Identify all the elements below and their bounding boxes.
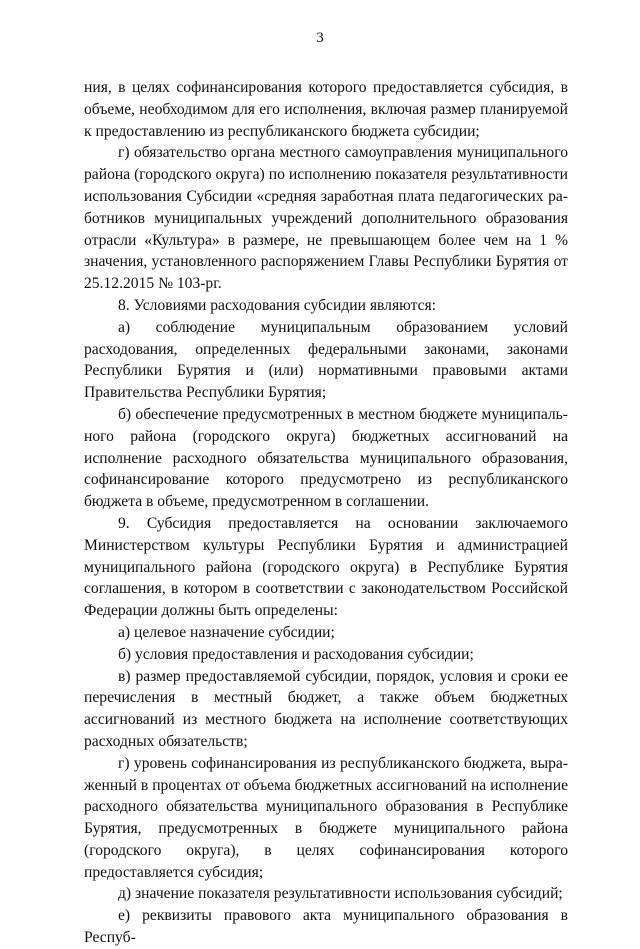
paragraph-clause-9-v: в) размер предоставляемой субсидии, порядок, условия и сроки ее перечисления в местный бюджет, а также объем бюджетных ассигнований из местного бюджета на исполнение соответствующих расходных обязательств; — [84, 667, 568, 750]
paragraph-clause-9-b: б) условия предоставления и расходования субсидии; — [118, 645, 474, 663]
page-number: 3 — [316, 30, 324, 46]
document-body — [84, 77, 568, 949]
paragraph-clause-8-a: а) соблюдение муниципальным образованием условий расходования, определенных федеральными законами, законами Республики Бурятия и (или) нормативными правовыми актами Правительства Республики Бурятия; — [84, 318, 568, 402]
paragraph-clause-9: 9. Субсидия предоставляется на основании заключаемого Министерством культуры Республики Бурятия и администрацией муниципального района (городского округа) в Республике Бурятия соглашения, в котором в соответствии с законодательством Российской Федерации должны быть определены: — [84, 514, 568, 620]
paragraph-clause-8: 8. Условиями расходования субсидии являются: — [118, 296, 436, 314]
paragraph-clause-9-d: д) значение показателя результативности использования субсидий; — [118, 885, 563, 903]
paragraph-clause-9-a: а) целевое назначение субсидии; — [118, 623, 335, 641]
paragraph-clause-9-e: е) реквизиты правового акта муниципального образования в Респуб- — [84, 907, 568, 947]
paragraph-clause-9-g: г) уровень софинансирования из республиканского бюджета, выраженный в процентах от объема бюджетных ассигнований на исполнение расходного обязательства муниципального образования в Республике Бурятия, предусмотренных в бюджете муниципального района (городского округа), в целях софинансирования которого предоставляется субсидия; — [84, 754, 568, 881]
paragraph-clause-8-b: б) обеспечение предусмотренных в местном бюджете муниципального района (городского округа) бюджетных ассигнований на исполнение расходного обязательства муниципального образования, софинансирование которого предусмотрено из республиканского бюджета в объеме, предусмотренном в соглашении. — [84, 405, 568, 511]
paragraph-continuation: ния, в целях софинансирования которого предоставляется субсидия, в объеме, необходимом для его исполнения, включая размер планируемой к предоставлению из республиканского бюджета субсидии; — [84, 79, 568, 140]
paragraph-item-g-obligation: г) обязательство органа местного самоуправления муниципального района (городского округа) по исполнению показателя результативности использования Субсидии «средняя заработная плата педагогических работников муниципальных учреждений дополнительного образования отрасли «Культура» в размере, не превышающем более чем на 1 % значения, установленного распоряжением Главы Республики Бурятия от 25.12.2015 № 103-рг. — [84, 144, 568, 293]
